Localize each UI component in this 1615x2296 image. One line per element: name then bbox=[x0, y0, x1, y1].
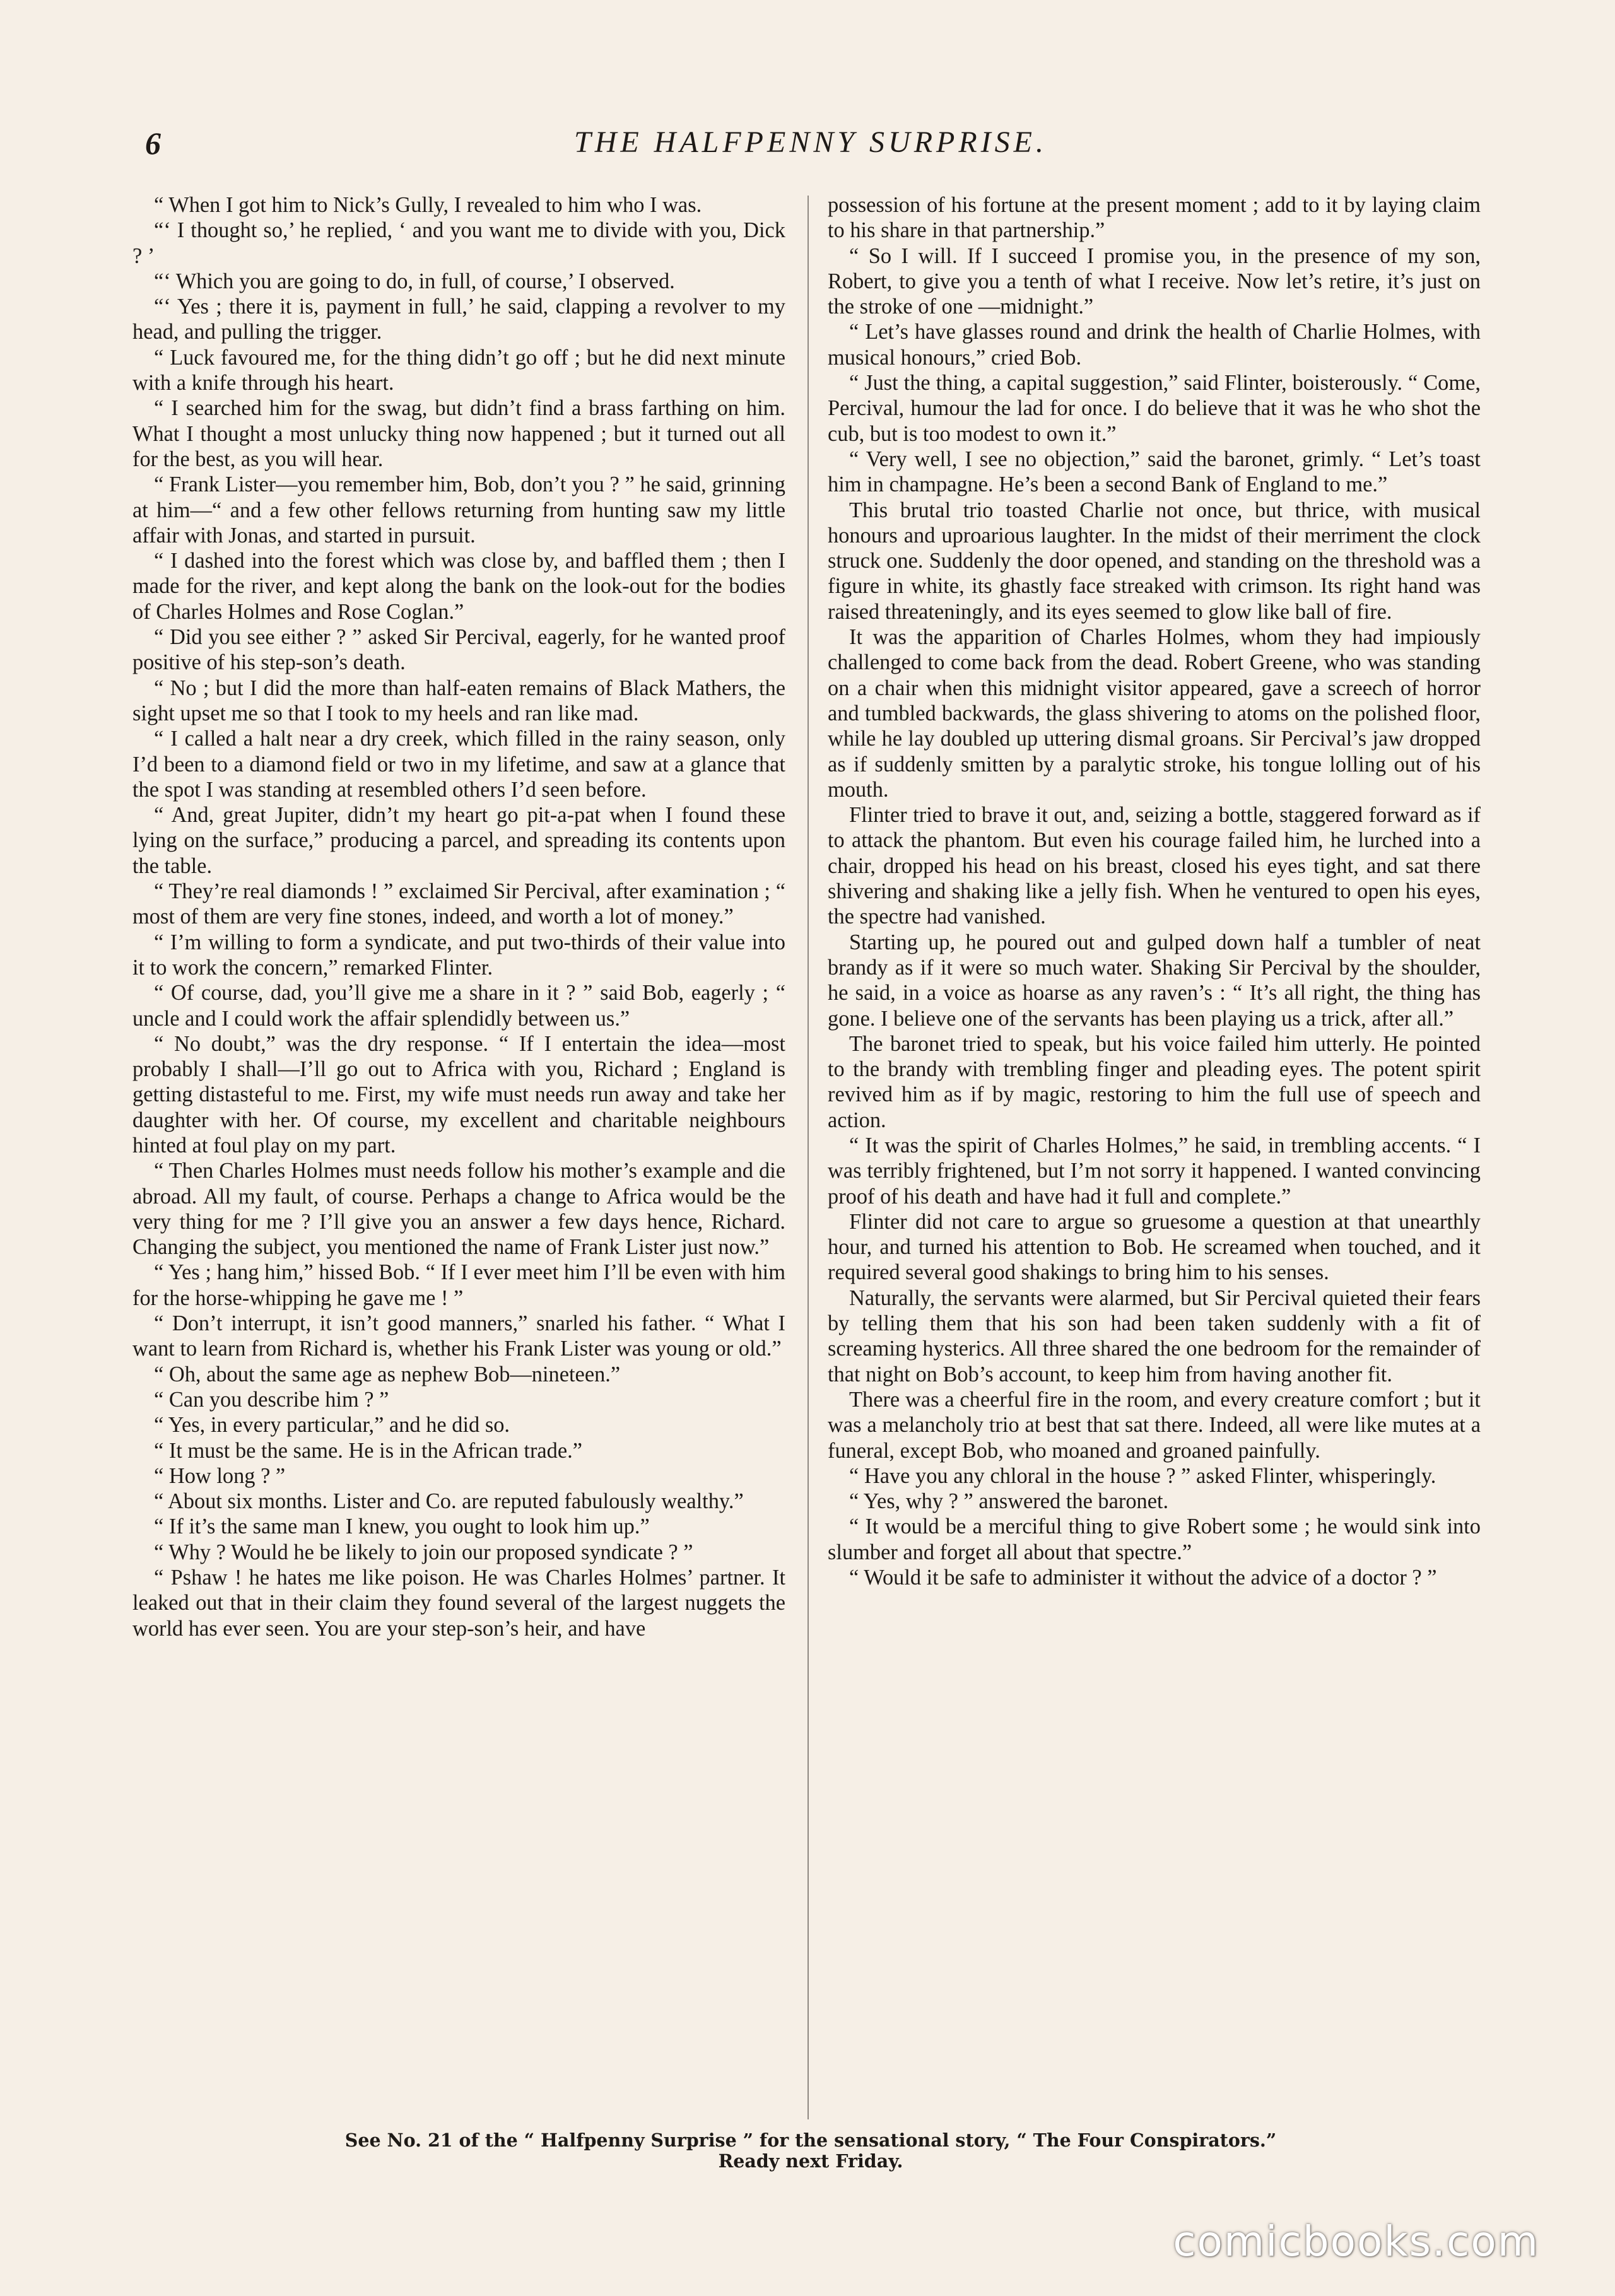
continued-paragraph: possession of his fortune at the present moment ; add to it by laying claim to his share in that partnership.” bbox=[828, 193, 1481, 243]
paragraph: “ Why ? Would he be likely to join our proposed syndicate ? ” bbox=[154, 1540, 693, 1564]
paragraph: “ So I will. If I succeed I promise you, in the presence of my son, Robert, to give you a tenth of what I receive. Now let’s retire, it’s just on the stroke of one —midnight.” bbox=[828, 243, 1481, 319]
paragraph: “ How long ? ” bbox=[154, 1463, 286, 1488]
column-divider bbox=[808, 196, 809, 2119]
paragraph: “‘ I thought so,’ he replied, ‘ and you want me to divide with you, Dick ? ’ bbox=[132, 218, 785, 268]
paragraph: “ Of course, dad, you’ll give me a share in it ? ” said Bob, eagerly ; “ uncle and I could work the affair splendidly between us.” bbox=[132, 981, 785, 1031]
paragraph: “ No ; but I did the more than half-eaten remains of Black Mathers, the sight upset me so that I took to my heels and ran like mad. bbox=[132, 676, 785, 725]
paragraph: “ They’re real diamonds ! ” exclaimed Sir Percival, after examination ; “ most of them are very fine stones, indeed, and worth a lot of money.” bbox=[132, 879, 785, 929]
paragraph: “ Would it be safe to administer it without the advice of a doctor ? ” bbox=[849, 1566, 1437, 1590]
footer-notice bbox=[145, 2130, 1476, 2172]
paragraph: “ I searched him for the swag, but didn’t find a brass farthing on him. What I thought a most unlucky thing now happened ; but it turned out all for the best, as you will hear. bbox=[132, 396, 785, 471]
paragraph: It was the apparition of Charles Holmes, whom they had impiously challenged to come back from the dead. Robert Greene, who was standing on a chair when this midnight visitor appeared, gave a screech of horror and tumbled backwards, the glass shivering to atoms on the polished floor, while he lay doubled up uttering dismal groans. Sir Percival’s jaw dropped as if suddenly smitten by a paralytic stroke, his tongue lolling out of his mouth. bbox=[828, 625, 1481, 802]
paragraph: “ I dashed into the forest which was close by, and baffled them ; then I made for the river, and kept along the bank on the look-out for the bodies of Charles Holmes and Rose Coglan.” bbox=[132, 549, 785, 624]
footer-line: See No. 21 of the “ Halfpenny Surprise ” for the sensational story, “ The Four Conspirators.” bbox=[344, 2129, 1277, 2151]
paragraph: “ I’m willing to form a syndicate, and put two-thirds of their value into it to work the concern,” remarked Flinter. bbox=[132, 930, 785, 980]
paragraph: “‘ Yes ; there it is, payment in full,’ he said, clapping a revolver to my head, and pulling the trigger. bbox=[132, 295, 785, 344]
paragraph: “ Yes ; hang him,” hissed Bob. “ If I ever meet him I’ll be even with him for the horse-whipping he gave me ! ” bbox=[132, 1260, 785, 1310]
paragraph: Starting up, he poured out and gulped down half a tumbler of neat brandy as if it were so much water. Shaking Sir Percival by the shoulder, he said, in a voice as hoarse as any raven’s : “ It’s all right, the thing has gone. I believe one of the servants has been playing us a trick, after all.” bbox=[828, 930, 1481, 1031]
paragraph: The baronet tried to speak, but his voice failed him utterly. He pointed to the brandy with trembling finger and pleading eyes. The potent spirit revived him as if by magic, restoring to him the full use of speech and action. bbox=[828, 1031, 1481, 1132]
paragraph: “ It would be a merciful thing to give Robert some ; he would sink into slumber and forget all about that spectre.” bbox=[828, 1514, 1481, 1564]
running-title: THE HALFPENNY SURPRISE. bbox=[574, 126, 1047, 159]
paragraph: “ Then Charles Holmes must needs follow his mother’s example and die abroad. All my fault, of course. Perhaps a change to Africa would be the very thing for me ? I’ll give you an answer a few days hence, Richard. Changing the subject, you mentioned the name of Frank Lister just now.” bbox=[132, 1159, 785, 1260]
paragraph: This brutal trio toasted Charlie not once, but thrice, with musical honours and uproarious laughter. In the midst of their merriment the clock struck one. Suddenly the door opened, and standing on the threshold was a figure in white, its ghastly face streaked with crimson. Its right hand was raised threateningly, and its eyes seemed to glow like ball of fire. bbox=[828, 498, 1481, 624]
page-header bbox=[145, 125, 1476, 169]
paragraph: “ If it’s the same man I knew, you ought to look him up.” bbox=[154, 1514, 650, 1539]
paragraph: “ Yes, in every particular,” and he did so. bbox=[154, 1413, 510, 1438]
paragraph: Naturally, the servants were alarmed, but Sir Percival quieted their fears by telling them that his son had been taken suddenly with a fit of screaming hysterics. All three shared the one bedroom for the remainder of that night on Bob’s account, to keep him from having another fit. bbox=[828, 1286, 1481, 1386]
paragraph: “ Very well, I see no objection,” said the baronet, grimly. “ Let’s toast him in champagne. He’s been a second Bank of England to me.” bbox=[828, 447, 1481, 497]
paragraph: “ Just the thing, a capital suggestion,” said Flinter, boisterously. “ Come, Percival, humour the lad for once. I do believe that it was he who shot the cub, but is too modest to own it.” bbox=[828, 371, 1481, 446]
paragraph: “ Can you describe him ? ” bbox=[154, 1387, 389, 1412]
paragraph: “ Yes, why ? ” answered the baronet. bbox=[849, 1489, 1169, 1514]
paragraph: Flinter tried to brave it out, and, seizing a bottle, staggered forward as if to attack the phantom. But even his courage failed him, he lurched into a chair, dropped his head on his breast, closed his eyes tight, and sat there shivering and shaking like a jelly fish. When he ventured to open his eyes, the spectre had vanished. bbox=[828, 803, 1481, 929]
paragraph: “ It was the spirit of Charles Holmes,” he said, in trembling accents. “ I was terribly frightened, but I’m not sorry it happened. I wanted convincing proof of his death and have had it full and complete.” bbox=[828, 1133, 1481, 1209]
paragraph: Flinter did not care to argue so gruesome a question at that unearthly hour, and turned his attention to Bob. He screamed when touched, and it required several good shakings to bring him to his senses. bbox=[828, 1209, 1481, 1285]
paragraph: “ About six months. Lister and Co. are reputed fabulously wealthy.” bbox=[154, 1489, 744, 1514]
paragraph: “ Oh, about the same age as nephew Bob—nineteen.” bbox=[154, 1362, 621, 1386]
paragraph: “ I called a halt near a dry creek, which filled in the rainy season, only I’d been to a diamond field or two in my lifetime, and saw at a glance that the spot I was standing at resembled others I’d seen before. bbox=[132, 727, 785, 802]
paragraph: “ Frank Lister—you remember him, Bob, don’t you ? ” he said, grinning at him—“ and a few other fellows returning from hunting saw my little affair with Jonas, and started in pursuit. bbox=[132, 472, 785, 548]
paragraph: “ When I got him to Nick’s Gully, I revealed to him who I was. bbox=[154, 193, 702, 217]
paragraph: There was a cheerful fire in the room, and every creature comfort ; but it was a melancholy trio at best that sat there. Indeed, all were like mutes at a funeral, except Bob, who moaned and groaned painfully. bbox=[828, 1387, 1481, 1463]
paragraph: “ It must be the same. He is in the African trade.” bbox=[154, 1438, 582, 1463]
paragraph: “ Luck favoured me, for the thing didn’t go off ; but he did next minute with a knife through his heart. bbox=[132, 345, 785, 395]
left-column bbox=[132, 192, 785, 1641]
paragraph: “ No doubt,” was the dry response. “ If I entertain the idea—most probably I shall—I’ll go out to Africa with you, Richard ; England is getting distasteful to me. First, my wife must needs run away and take her daughter with her. Of course, my excellent and charitable neighbours hinted at foul play on my part. bbox=[132, 1031, 785, 1157]
paragraph: “‘ Which you are going to do, in full, of course,’ I observed. bbox=[154, 269, 675, 293]
right-column bbox=[828, 192, 1481, 1590]
paragraph: “ And, great Jupiter, didn’t my heart go pit-a-pat when I found these lying on the surface,” producing a parcel, and spreading its contents upon the table. bbox=[132, 803, 785, 878]
paragraph: “ Did you see either ? ” asked Sir Percival, eagerly, for he wanted proof positive of his step-son’s death. bbox=[132, 625, 785, 675]
watermark: comicbooks.com bbox=[1173, 2217, 1539, 2266]
paragraph: “ Have you any chloral in the house ? ” asked Flinter, whisperingly. bbox=[849, 1463, 1436, 1488]
paragraph: “ Let’s have glasses round and drink the health of Charlie Holmes, with musical honours,” cried Bob. bbox=[828, 320, 1481, 370]
footer-line: Ready next Friday. bbox=[718, 2150, 903, 2172]
paragraph: “ Don’t interrupt, it isn’t good manners,” snarled his father. “ What I want to learn from Richard is, whether his Frank Lister was young or old.” bbox=[132, 1311, 785, 1361]
paragraph: “ Pshaw ! he hates me like poison. He was Charles Holmes’ partner. It leaked out that in their claim they found several of the largest nuggets the world has ever seen. You are your step-son’s heir, and have bbox=[132, 1566, 785, 1641]
page-number: 6 bbox=[145, 126, 161, 161]
